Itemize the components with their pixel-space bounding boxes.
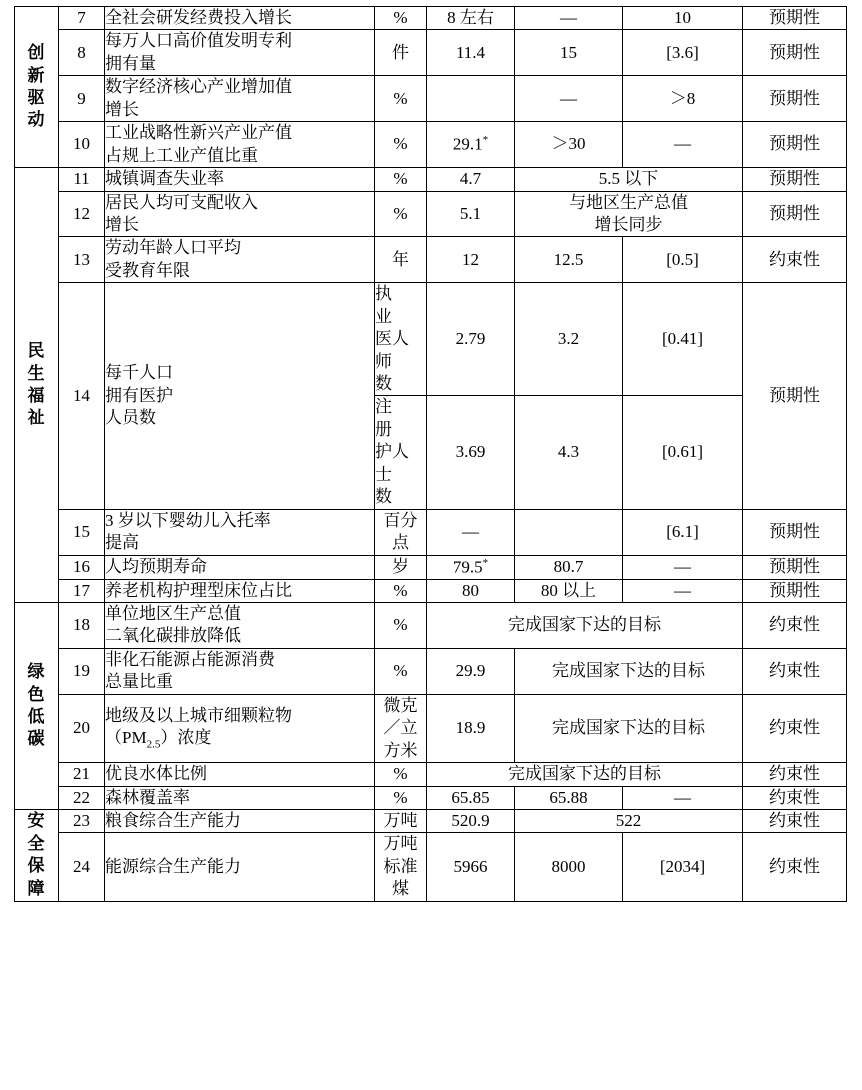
indicator-unit: % (375, 579, 427, 602)
indicator-name: 地级及以上城市细颗粒物 $(PM_{2.5})$浓度 (105, 694, 375, 762)
table-row (15, 509, 847, 555)
indicator-name: 数字经济核心产业增加值 增长 (105, 76, 375, 122)
indicator-type: 约束性 (743, 786, 847, 809)
value-target-merged: 完成国家下达的目标 (427, 763, 743, 786)
indicator-unit: % (375, 786, 427, 809)
indicator-type: 约束性 (743, 237, 847, 283)
indicator-name: 单位地区生产总值 二氧化碳排放降低 (105, 603, 375, 649)
indicator-unit: 年 (375, 237, 427, 283)
row-number: 15 (59, 509, 105, 555)
table-row (15, 555, 847, 579)
value-target-merged (515, 191, 743, 237)
table-row (15, 809, 847, 832)
table-row (15, 30, 847, 76)
table-row (15, 763, 847, 786)
value-cumulative: — (623, 555, 743, 579)
indicator-unit: % (375, 76, 427, 122)
indicator-unit: % (375, 168, 427, 191)
row-number: 10 (59, 122, 105, 168)
value-2025: 80 (427, 579, 515, 602)
value-cumulative: 10 (623, 7, 743, 30)
row-number: 8 (59, 30, 105, 76)
value-2025: 5.1 (427, 191, 515, 237)
indicator-unit: % (375, 7, 427, 30)
indicator-type: 约束性 (743, 648, 847, 694)
group-label-green: 绿 色 低 碳 (15, 603, 59, 810)
indicator-type: 预期性 (743, 122, 847, 168)
table-row (15, 191, 847, 237)
value-target-merged: 完成国家下达的目标 (515, 694, 743, 762)
value-2025: 29.1* (427, 122, 515, 168)
document-page (0, 6, 862, 1090)
value-2025: 5966 (427, 833, 515, 901)
table-row (15, 76, 847, 122)
group-label-livelihood: 民 生 福 祉 (15, 168, 59, 603)
indicator-name: 养老机构护理型床位占比 (105, 579, 375, 602)
row-number: 24 (59, 833, 105, 901)
value-2025: 4.7 (427, 168, 515, 191)
row-number: 9 (59, 76, 105, 122)
value-2030: 15 (515, 30, 623, 76)
table-row (15, 603, 847, 649)
row-number: 22 (59, 786, 105, 809)
indicator-unit: % (375, 191, 427, 237)
indicator-unit: % (375, 603, 427, 649)
indicator-name: 工业战略性新兴产业产值 占规上工业产值比重 (105, 122, 375, 168)
value-2025 (427, 76, 515, 122)
indicator-type: 预期性 (743, 168, 847, 191)
row-number: 18 (59, 603, 105, 649)
indicator-name-line-pm: $(PM_{2.5})$浓度 (105, 728, 212, 751)
indicator-name: 居民人均可支配收入 增长 (105, 191, 375, 237)
indicator-type: 预期性 (743, 555, 847, 579)
table-row (15, 786, 847, 809)
value-target-merged: 完成国家下达的目标 (515, 648, 743, 694)
table-row (15, 7, 847, 30)
indicator-name: 每千人口 拥有医护 人员数 (105, 283, 375, 509)
indicator-name: 人均预期寿命 (105, 555, 375, 579)
value-2025: 11.4 (427, 30, 515, 76)
table-row (15, 237, 847, 283)
value-2030: — (515, 7, 623, 30)
indicator-name: 粮食综合生产能力 (105, 809, 375, 832)
row-number: 23 (59, 809, 105, 832)
row-number: 20 (59, 694, 105, 762)
value-cumulative: — (623, 122, 743, 168)
indicator-name: 森林覆盖率 (105, 786, 375, 809)
value-cumulative: ＞8 (623, 76, 743, 122)
indicator-type: 约束性 (743, 694, 847, 762)
value-2030: 80.7 (515, 555, 623, 579)
row-number: 7 (59, 7, 105, 30)
value-2025: 65.85 (427, 786, 515, 809)
value-2025: 2.79 (427, 283, 515, 396)
value-2030: ＞30 (515, 122, 623, 168)
value-cumulative: [0.5] (623, 237, 743, 283)
indicator-unit: % (375, 648, 427, 694)
value-2030 (515, 509, 623, 555)
row-number: 12 (59, 191, 105, 237)
table-row (15, 168, 847, 191)
indicator-unit: % (375, 763, 427, 786)
value-2025: 29.9 (427, 648, 515, 694)
value-target-merged: 522 (515, 809, 743, 832)
indicator-type: 约束性 (743, 763, 847, 786)
indicator-unit: % (375, 122, 427, 168)
indicator-type: 预期性 (743, 76, 847, 122)
value-cumulative: [0.61] (623, 396, 743, 509)
value-2030: — (515, 76, 623, 122)
indicators-table (14, 6, 847, 902)
group-label-innovation: 创 新 驱 动 (15, 7, 59, 168)
value-2030: 65.88 (515, 786, 623, 809)
row-number: 16 (59, 555, 105, 579)
indicator-name: 3 岁以下婴幼儿入托率 提高 (105, 509, 375, 555)
indicator-name: 非化石能源占能源消费 总量比重 (105, 648, 375, 694)
indicator-name: 劳动年龄人口平均 受教育年限 (105, 237, 375, 283)
table-row: 注册护士数 人 3.69 4.3 [0.61] (15, 396, 847, 509)
row-number: 17 (59, 579, 105, 602)
value-cumulative: [0.41] (623, 283, 743, 396)
indicator-unit: 百分 点 (375, 509, 427, 555)
table-row (15, 648, 847, 694)
value-2030: 3.2 (515, 283, 623, 396)
value-target-merged: 5.5 以下 (515, 168, 743, 191)
indicator-type: 预期性 (743, 283, 847, 509)
indicator-type: 预期性 (743, 191, 847, 237)
value-cumulative: [6.1] (623, 509, 743, 555)
indicator-type: 约束性 (743, 809, 847, 832)
indicator-unit: 人 (375, 283, 427, 396)
value-2025: 520.9 (427, 809, 515, 832)
value-2025: 79.5* (427, 555, 515, 579)
row-number: 21 (59, 763, 105, 786)
indicator-type: 约束性 (743, 603, 847, 649)
indicator-type: 预期性 (743, 7, 847, 30)
indicator-name: 全社会研发经费投入增长 (105, 7, 375, 30)
indicator-name: 每万人口高价值发明专利 拥有量 (105, 30, 375, 76)
indicator-unit: 人 (375, 396, 427, 509)
indicator-unit: 微克 ／立 方米 (375, 694, 427, 762)
value-2025: 18.9 (427, 694, 515, 762)
target-line-1: 与地区生产总值 (569, 192, 688, 212)
indicator-type: 预期性 (743, 579, 847, 602)
target-line-2: 增长同步 (594, 214, 663, 234)
indicator-unit: 岁 (375, 555, 427, 579)
table-row (15, 579, 847, 602)
value-2025: — (427, 509, 515, 555)
value-2025: 8 左右 (427, 7, 515, 30)
value-2030: 4.3 (515, 396, 623, 509)
indicator-type: 约束性 (743, 833, 847, 901)
row-number: 11 (59, 168, 105, 191)
indicator-unit: 件 (375, 30, 427, 76)
group-label-security: 安 全 保 障 (15, 809, 59, 901)
value-cumulative: [3.6] (623, 30, 743, 76)
table-row (15, 833, 847, 901)
indicator-type: 预期性 (743, 30, 847, 76)
value-2025: 3.69 (427, 396, 515, 509)
indicator-type: 预期性 (743, 509, 847, 555)
row-number: 19 (59, 648, 105, 694)
table-row (15, 122, 847, 168)
row-number: 13 (59, 237, 105, 283)
value-cumulative: — (623, 786, 743, 809)
indicator-unit: 万吨 (375, 809, 427, 832)
table-row: 14 每千人口 拥有医护 人员数 执业医师数 人 2.79 3.2 [0.41] 预期性 (15, 283, 847, 396)
value-2030: 12.5 (515, 237, 623, 283)
value-2030: 80 以上 (515, 579, 623, 602)
indicator-name: 优良水体比例 (105, 763, 375, 786)
value-target-merged: 完成国家下达的目标 (427, 603, 743, 649)
indicator-name: 能源综合生产能力 (105, 833, 375, 901)
row-number: 14 (59, 283, 105, 509)
indicator-name: 城镇调查失业率 (105, 168, 375, 191)
indicator-unit: 万吨 标准 煤 (375, 833, 427, 901)
value-2030: 8000 (515, 833, 623, 901)
value-cumulative: [2034] (623, 833, 743, 901)
value-cumulative: — (623, 579, 743, 602)
table-row (15, 694, 847, 762)
value-2025: 12 (427, 237, 515, 283)
